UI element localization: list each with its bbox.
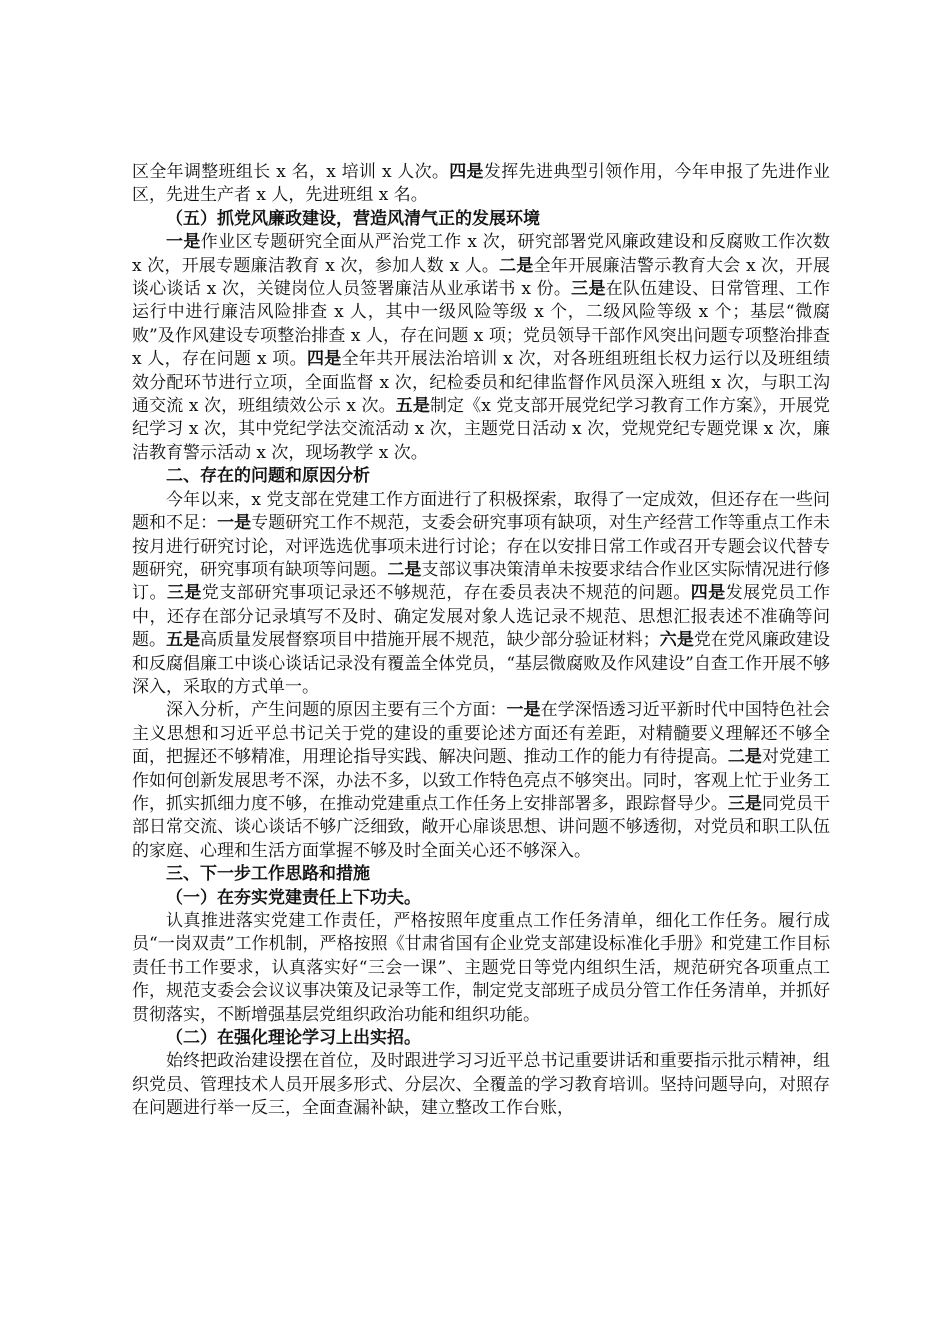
text-run: 同党员干部日常交流、谈心谈话不够广泛细致，敞开心扉谈思想、讲问题不够透彻，对党员和职工队伍的家庭、心理和生活方面掌握不够及时全面关心还不够深入。 [132,793,831,861]
bold-run: 五是 [166,630,201,651]
bold-run: 二是 [387,559,422,580]
text-run: 作业区专题研究全面从严治党工作 x 次，研究部署党风廉政建设和反腐败工作次数 x 次，开展专题廉洁教育 x 次，参加人数 x 人。 [132,232,831,276]
text-run: 在学深悟透习近平新时代中国特色社会主义思想和习近平总书记关于党的建设的重要论述方面还有差距，对精髓要义理解还不够全面，把握还不够精准，用理论指导实践、解决问题、推动工作的能力有待提高。 [132,700,831,768]
text-run: 认真推进落实党建工作责任，严格按照年度重点工作任务清单，细化工作任务。履行成员“一岗双责”工作机制，严格按照《甘肃省国有企业党支部建设标准化手册》和党建工作目标责任书工作要求，认真落实好“三会一课”、主题党日等党内组织生活，规范研究各项重点工作，规范支委会会议议事决策及记录等工作，制定党支部班子成员分管工作任务清单，并抓好贯彻落实，不断增强基层党组织政治功能和组织功能。 [132,911,830,1025]
bold-run: 三是 [727,793,762,814]
text-run: 在队伍建设、日常管理、工作运行中进行廉洁风险排查 x 人，其中一级风险等级 x 个，二级风险等级 x 个；基层“微腐败”及作风建设专项整治排查 x 人，存在问题 x 项；党员领导干部作风突出问题专项整治排查 x 人，存在问题 x 项。 [132,279,830,370]
bold-run: 一是 [166,232,201,253]
section-heading [132,1027,830,1050]
text-run: 对党建工作如何创新发展思考不深，办法不多，以致工作特色亮点不够突出。同时，客观上忙于业务工作，抓实抓细力度不够，在推动党建重点工作任务上安排部署多，跟踪督导少。 [132,747,831,814]
document-page [132,161,830,1121]
text-run: 全年开展廉洁警示教育大会 x 次，开展谈心谈话 x 次，关键岗位人员签署廉洁从业承诺书 x 份。 [132,255,830,300]
bold-run: 一是 [217,513,252,534]
text-run: 专题研究工作不规范，支委会研究事项有缺项，对生产经营工作等重点工作未按月进行研究讨论，对评选选优事项未进行讨论；存在以安排日常工作或召开专题会议代替专题研究，研究事项有缺项等问题。 [132,513,831,580]
section-heading [132,208,830,231]
text-run: 今年以来，x 党支部在党建工作方面进行了积极探索，取得了一定成效，但还存在一些问题和不足： [132,489,830,534]
text-run: 发展党员工作中，还存在部分记录填写不及时、确定发展对象人选记录不规范、思想汇报表述不准确等问题。 [132,583,831,651]
bold-run: 二是 [727,747,762,768]
body-paragraph [132,231,830,465]
bold-run: 六是 [659,630,694,651]
bold-run: 三是 [571,279,606,300]
bold-run: 三、下一步工作思路和措施 [166,864,370,885]
text-run: 深入分析，产生问题的原因主要有三个方面： [166,700,507,721]
bold-run: 一是 [506,700,541,721]
body-paragraph [132,699,830,863]
section-heading [132,863,830,886]
text-run: 支部议事决策清单未按要求结合作业区实际情况进行修订。 [132,559,831,604]
bold-run: 四是 [690,583,726,604]
section-heading [132,887,830,910]
body-paragraph [132,161,830,208]
text-run: 高质量发展督察项目中措施开展不规范，缺少部分验证材料； [200,630,660,651]
bold-run: 四是 [306,349,342,370]
bold-run: 四是 [449,162,484,182]
bold-run: 三是 [166,583,202,604]
bold-run: （二）在强化理论学习上出实招。 [166,1028,421,1049]
text-run: 始终把政治建设摆在首位，及时跟进学习习近平总书记重要讲话和重要指示批示精神，组织党员、管理技术人员开展多形式、分层次、全覆盖的学习教育培训。坚持问题导向，对照存在问题进行举一反三，全面查漏补缺，建立整改工作台账， [132,1051,830,1119]
bold-run: （一）在夯实党建责任上下功夫。 [166,887,421,908]
text-run: 全年共开展法治培训 x 次，对各班组班组长权力运行以及班组绩效分配环节进行立项，全面监督 x 次，纪检委员和纪律监督作风员深入班组 x 次，与职工沟通交流 x 次，班组绩效公示 x 次。 [132,349,831,417]
bold-run: （五）抓党风廉政建设，营造风清气正的发展环境 [166,208,540,229]
text-run: 制定《x 党支部开展党纪学习教育工作方案》，开展党纪学习 x 次，其中党纪学法交流活动 x 次，主题党日活动 x 次，党规党纪专题党课 x 次，廉洁教育警示活动 x 次，现场教学 x 次。 [132,396,831,463]
section-heading [132,465,830,488]
body-paragraph [132,1050,830,1120]
body-paragraph [132,489,830,700]
text-run: 发挥先进典型引领作用，今年申报了先进作业区，先进生产者 x 人，先进班组 x 名。 [132,162,831,206]
text-run: 党支部研究事项记录还不够规范，存在委员表决不规范的问题。 [201,583,691,604]
bold-run: 二、存在的问题和原因分析 [166,466,370,487]
text-run: 党在党风廉政建设和反腐倡廉工中谈心谈话记录没有覆盖全体党员，“基层微腐败及作风建设”自查工作开展不够深入，采取的方式单一。 [132,630,831,697]
bold-run: 五是 [395,396,430,417]
bold-run: 二是 [499,255,534,276]
text-run: 区全年调整班组长 x 名，x 培训 x 人次。 [132,162,450,182]
body-paragraph [132,910,830,1027]
